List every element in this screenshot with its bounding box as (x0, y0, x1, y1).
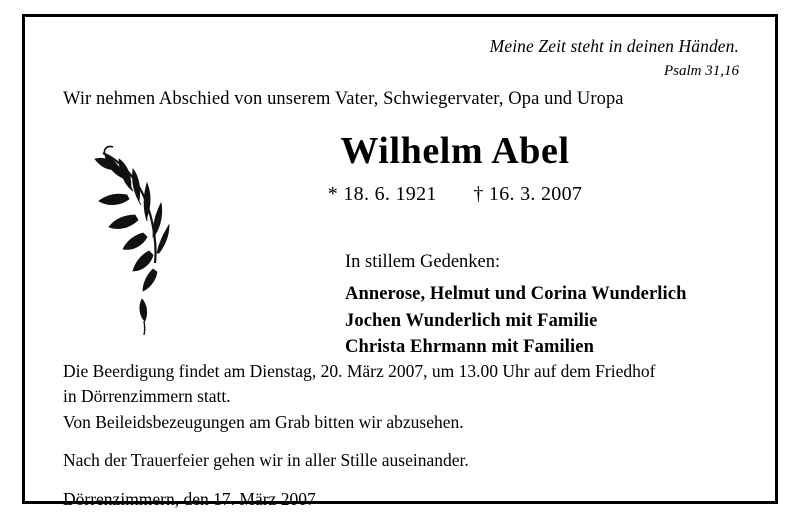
death-date: † 16. 3. 2007 (473, 183, 583, 205)
birth-date: * 18. 6. 1921 (327, 183, 437, 205)
memoriam-name-1: Annerose, Helmut und Corina Wunderlich (345, 284, 687, 305)
funeral-line-1: Die Beerdigung findet am Dienstag, 20. März 2007, um 13.00 Uhr auf dem Friedhof (63, 361, 656, 381)
after-ceremony-line: Nach der Trauerfeier gehen wir in aller Stille auseinander. (63, 450, 469, 471)
funeral-line-3: Von Beileidsbezeugungen am Grab bitten wir abzusehen. (63, 411, 464, 432)
memoriam-name-2: Jochen Wunderlich mit Familie (345, 310, 598, 331)
footer-block (63, 359, 747, 512)
memoriam-block (345, 249, 686, 360)
motto-text: Meine Zeit steht in deinen Händen. (489, 36, 739, 56)
deceased-name: Wilhelm Abel (340, 130, 570, 172)
spacer (63, 435, 747, 448)
spacer (63, 474, 747, 487)
funeral-line-2: in Dörrenzimmern statt. (63, 386, 231, 407)
memoriam-title: In stillem Gedenken: (345, 252, 501, 272)
place-and-date: Dörrenzimmern, den 17. März 2007 (63, 488, 316, 509)
intro-text: Wir nehmen Abschied von unserem Vater, Schwiegervater, Opa und Uropa (63, 89, 624, 109)
life-dates (25, 183, 775, 206)
motto-block (490, 35, 739, 81)
memoriam-name-3: Christa Ehrmann mit Familien (345, 336, 594, 357)
motto-source: Psalm 31,16 (664, 62, 739, 79)
obituary-frame (22, 14, 778, 509)
obituary-content (25, 17, 775, 509)
